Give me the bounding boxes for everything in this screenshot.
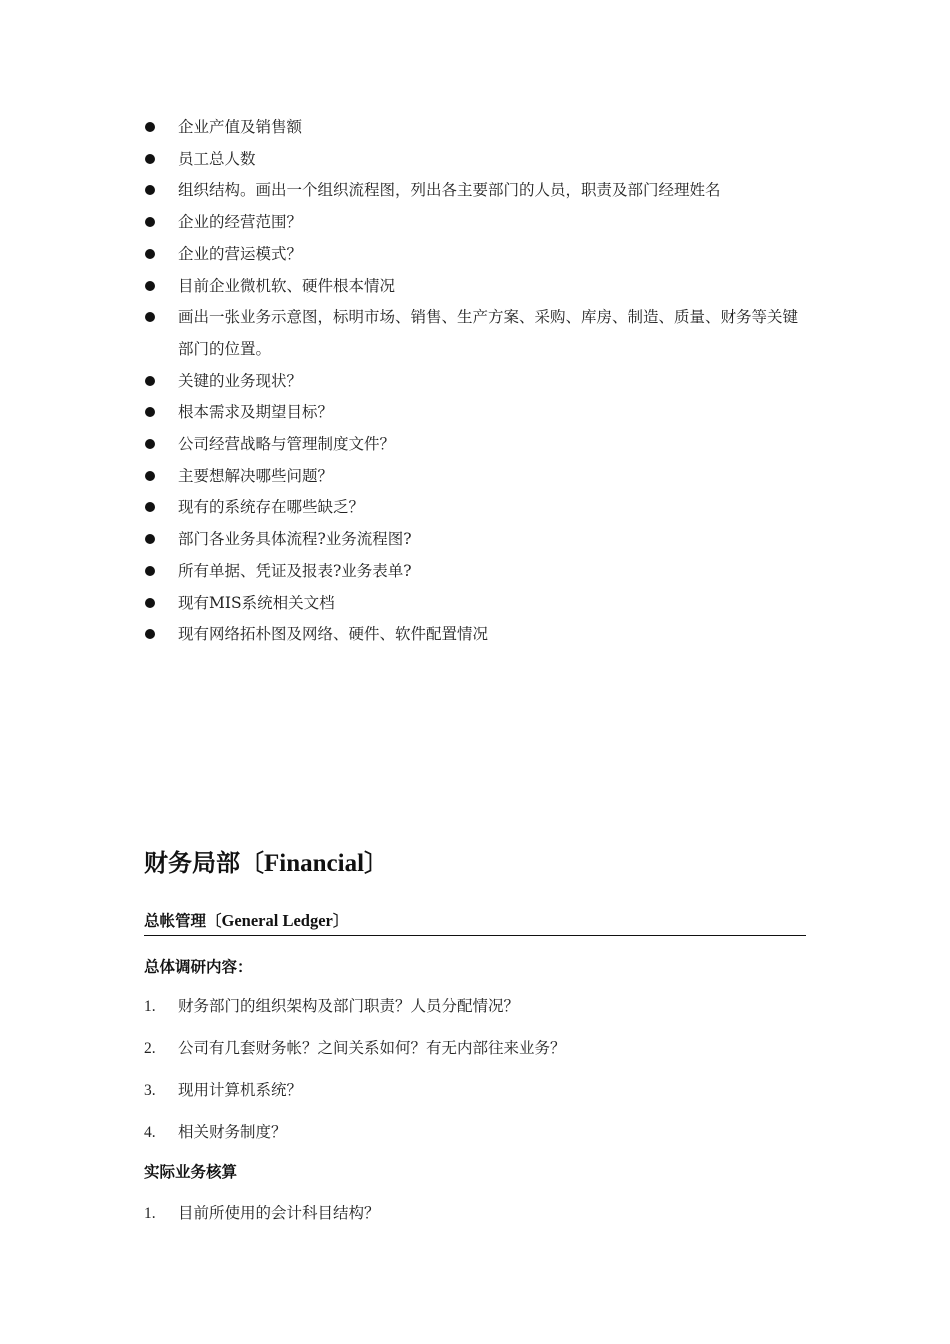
bullet-dot-icon <box>145 376 155 386</box>
bullet-dot-icon <box>145 534 155 544</box>
bullet-dot-icon <box>145 122 155 132</box>
bullet-dot-icon <box>145 598 155 608</box>
bullet-dot-icon <box>145 249 155 259</box>
numbered-item: 1. 财务部门的组织架构及部门职责？人员分配情况？ <box>144 997 520 1015</box>
bullet-dot-icon <box>145 629 155 639</box>
bullet-item: 部门各业务具体流程?业务流程图? <box>145 524 805 556</box>
subsection-heading-general-ledger: 总帐管理〔General Ledger〕 <box>144 909 806 936</box>
section-heading-financial: 财务局部〔Financial〕 <box>144 849 389 877</box>
bullet-item: 企业的营运模式？ <box>145 239 805 271</box>
bullet-item: 现有的系统存在哪些缺乏？ <box>145 492 805 524</box>
bullet-item: 组织结构。画出一个组织流程图，列出各主要部门的人员，职责及部门经理姓名 <box>145 175 805 207</box>
bullet-dot-icon <box>145 502 155 512</box>
bullet-dot-icon <box>145 217 155 227</box>
bullet-item: 关键的业务现状？ <box>145 366 805 398</box>
bullet-item: 所有单据、凭证及报表?业务表单? <box>145 556 805 588</box>
overview-heading: 总体调研内容： <box>144 958 253 976</box>
accounting-heading: 实际业务核算 <box>144 1163 238 1181</box>
bullet-dot-icon <box>145 312 155 322</box>
bullet-dot-icon <box>145 185 155 195</box>
bullet-dot-icon <box>145 407 155 417</box>
bullet-item: 员工总人数 <box>145 144 805 176</box>
bullet-dot-icon <box>145 439 155 449</box>
bullet-item: 主要想解决哪些问题？ <box>145 461 805 493</box>
bullet-item: 现有网络拓朴图及网络、硬件、软件配置情况 <box>145 619 805 651</box>
bullet-dot-icon <box>145 566 155 576</box>
bullet-item: 企业产值及销售额 <box>145 112 805 144</box>
bullet-item: 目前企业微机软、硬件根本情况 <box>145 271 805 303</box>
survey-bullet-list <box>145 112 805 651</box>
numbered-item: 4. 相关财务制度？ <box>144 1123 287 1141</box>
bullet-item: 画出一张业务示意图，标明市场、销售、生产方案、采购、库房、制造、质量、财务等关键部门的位置。 <box>145 302 805 365</box>
numbered-item: 1. 目前所使用的会计科目结构？ <box>144 1204 380 1222</box>
bullet-item: 现有MIS系统相关文档 <box>145 588 805 620</box>
bullet-item: 企业的经营范围？ <box>145 207 805 239</box>
bullet-item: 公司经营战略与管理制度文件？ <box>145 429 805 461</box>
bullet-dot-icon <box>145 281 155 291</box>
bullet-dot-icon <box>145 471 155 481</box>
numbered-item: 2. 公司有几套财务帐？之间关系如何？有无内部往来业务？ <box>144 1039 566 1057</box>
bullet-item: 根本需求及期望目标？ <box>145 397 805 429</box>
numbered-item: 3. 现用计算机系统？ <box>144 1081 303 1099</box>
bullet-dot-icon <box>145 154 155 164</box>
